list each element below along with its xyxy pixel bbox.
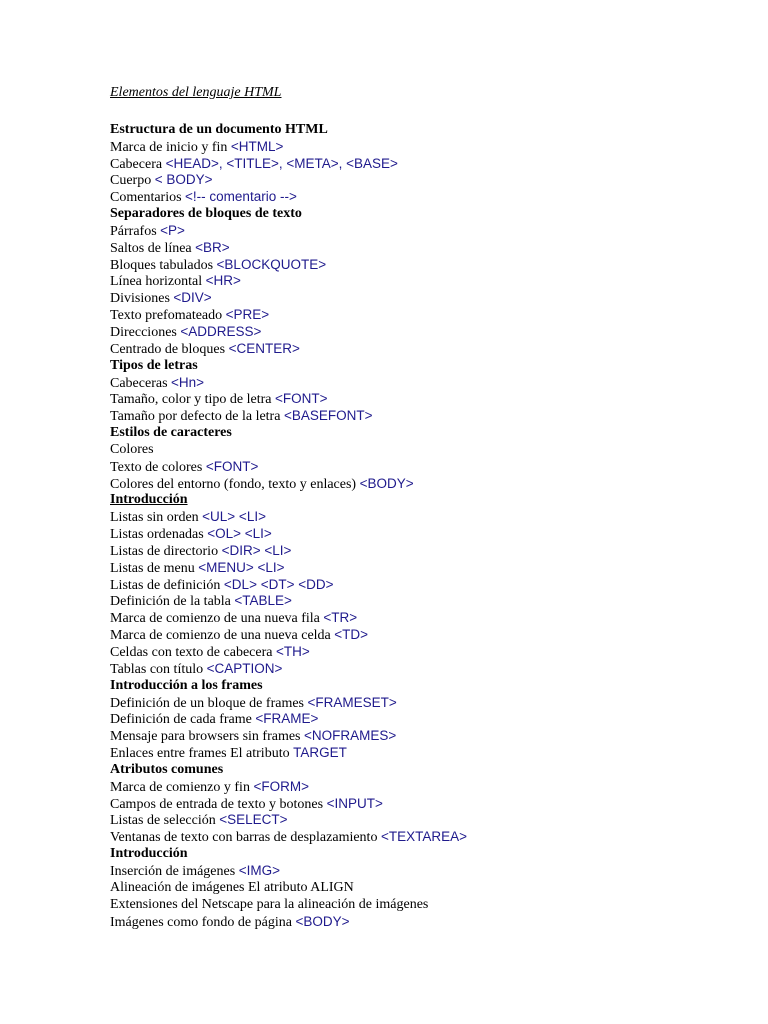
list-item bbox=[110, 577, 750, 594]
list-item bbox=[110, 290, 750, 307]
item-description: Listas de definición bbox=[110, 577, 221, 593]
html-tag: <SELECT> bbox=[219, 812, 288, 828]
item-description: Definición de la tabla bbox=[110, 594, 231, 610]
list-item bbox=[110, 257, 750, 274]
list-item bbox=[110, 307, 750, 324]
section-heading: Tipos de letras bbox=[110, 357, 198, 373]
html-tag: <HEAD>, <TITLE>, <META>, <BASE> bbox=[165, 155, 398, 171]
html-tag: <BODY> bbox=[359, 475, 414, 491]
list-item bbox=[110, 745, 750, 762]
document-page bbox=[110, 85, 750, 930]
document-title: Elementos del lenguaje HTML bbox=[110, 85, 282, 100]
html-tag: <BR> bbox=[195, 239, 230, 255]
list-item bbox=[110, 695, 750, 712]
list-item bbox=[110, 661, 750, 678]
list-item bbox=[110, 610, 750, 627]
item-description: Listas de selección bbox=[110, 813, 216, 829]
html-tag: <TABLE> bbox=[234, 593, 292, 609]
section-heading: Atributos comunes bbox=[110, 761, 224, 777]
list-item bbox=[110, 223, 750, 240]
list-item bbox=[110, 240, 750, 257]
list-item bbox=[110, 812, 750, 829]
item-description: Colores bbox=[110, 441, 154, 457]
list-item bbox=[110, 459, 750, 476]
item-description: Tablas con título bbox=[110, 661, 204, 677]
list-item bbox=[110, 779, 750, 796]
item-description: Párrafos bbox=[110, 223, 157, 239]
list-item bbox=[110, 273, 750, 290]
section-heading: Separadores de bloques de texto bbox=[110, 206, 302, 222]
html-tag: <BODY> bbox=[295, 913, 350, 929]
html-tag: <FORM> bbox=[253, 778, 309, 794]
item-description: Listas de directorio bbox=[110, 543, 219, 559]
item-description: Alineación de imágenes El atributo ALIGN bbox=[110, 879, 354, 895]
item-description: Texto de colores bbox=[110, 459, 203, 475]
html-tag: <Hn> bbox=[171, 374, 205, 390]
html-tag: <CENTER> bbox=[228, 340, 300, 356]
item-description: Colores del entorno (fondo, texto y enlaces) bbox=[110, 476, 357, 492]
list-item bbox=[110, 914, 750, 931]
list-item bbox=[110, 509, 750, 526]
item-description: Tamaño, color y tipo de letra bbox=[110, 392, 272, 408]
item-description: Texto prefomateado bbox=[110, 308, 223, 324]
item-description: Campos de entrada de texto y botones bbox=[110, 796, 324, 812]
html-tag: <!-- comentario --> bbox=[185, 189, 297, 205]
html-tag: < BODY> bbox=[154, 172, 213, 188]
item-description: Tamaño por defecto de la letra bbox=[110, 409, 281, 425]
html-tag: <TD> bbox=[334, 627, 369, 643]
list-item bbox=[110, 391, 750, 408]
item-description: Marca de comienzo y fin bbox=[110, 779, 250, 795]
list-item bbox=[110, 139, 750, 156]
item-description: Cabecera bbox=[110, 156, 163, 172]
item-description: Comentarios bbox=[110, 190, 182, 206]
html-tag: <UL> <LI> bbox=[202, 509, 266, 525]
html-tag: <DL> <DT> <DD> bbox=[223, 576, 334, 592]
html-tag: <BLOCKQUOTE> bbox=[216, 256, 327, 272]
html-tag: <BASEFONT> bbox=[283, 408, 373, 424]
html-tag: <MENU> <LI> bbox=[198, 559, 285, 575]
item-description: Enlaces entre frames El atributo bbox=[110, 746, 290, 762]
item-description: Definición de cada frame bbox=[110, 712, 252, 728]
html-tag: <NOFRAMES> bbox=[304, 728, 397, 744]
html-tag: <TH> bbox=[275, 644, 310, 659]
html-tag: <PRE> bbox=[225, 307, 270, 323]
item-description: Imágenes como fondo de página bbox=[110, 914, 292, 930]
list-item bbox=[110, 341, 750, 358]
item-description: Extensiones del Netscape para la alineación de imágenes bbox=[110, 896, 429, 912]
section-heading: Introducción bbox=[110, 492, 188, 508]
html-tag: <FONT> bbox=[205, 458, 259, 474]
html-tag: <FONT> bbox=[275, 391, 328, 407]
html-tag: <TEXTAREA> bbox=[380, 829, 467, 845]
html-tag: TARGET bbox=[293, 745, 347, 761]
item-description: Marca de inicio y fin bbox=[110, 139, 228, 155]
item-description: Divisiones bbox=[110, 291, 170, 307]
item-description: Direcciones bbox=[110, 324, 177, 340]
html-tag: <HTML> bbox=[230, 138, 284, 154]
item-description: Línea horizontal bbox=[110, 274, 203, 290]
item-description: Bloques tabulados bbox=[110, 257, 214, 273]
list-item bbox=[110, 880, 750, 897]
html-tag: <OL> <LI> bbox=[207, 526, 272, 542]
html-tag: <DIV> bbox=[173, 290, 212, 306]
list-item bbox=[110, 156, 750, 173]
list-item bbox=[110, 560, 750, 577]
list-item bbox=[110, 526, 750, 543]
html-tag: <IMG> bbox=[238, 862, 280, 878]
item-description: Definición de un bloque de frames bbox=[110, 695, 304, 711]
item-description: Cuerpo bbox=[110, 173, 152, 189]
list-item bbox=[110, 796, 750, 813]
html-tag: <TR> bbox=[323, 610, 358, 626]
item-description: Inserción de imágenes bbox=[110, 863, 236, 879]
item-description: Saltos de línea bbox=[110, 240, 192, 256]
list-item bbox=[110, 324, 750, 341]
list-item bbox=[110, 172, 750, 189]
section-heading: Estructura de un documento HTML bbox=[110, 121, 328, 137]
list-item bbox=[110, 476, 750, 493]
list-item bbox=[110, 728, 750, 745]
list-item bbox=[110, 375, 750, 392]
html-tag: <CAPTION> bbox=[206, 660, 283, 676]
list-item bbox=[110, 189, 750, 206]
list-item bbox=[110, 543, 750, 560]
html-tag: <ADDRESS> bbox=[180, 323, 262, 339]
item-description: Centrado de bloques bbox=[110, 341, 226, 357]
item-description: Mensaje para browsers sin frames bbox=[110, 729, 301, 745]
document-body bbox=[110, 122, 750, 931]
item-description: Ventanas de texto con barras de desplazamiento bbox=[110, 830, 378, 846]
list-item bbox=[110, 711, 750, 728]
html-tag: <P> bbox=[160, 222, 185, 238]
section-heading: Introducción bbox=[110, 846, 188, 862]
item-description: Marca de comienzo de una nueva fila bbox=[110, 611, 320, 627]
list-item bbox=[110, 408, 750, 425]
html-tag: <FRAME> bbox=[255, 711, 319, 727]
html-tag: <INPUT> bbox=[326, 795, 383, 811]
html-tag: <DIR> <LI> bbox=[221, 542, 292, 558]
item-description: Listas sin orden bbox=[110, 510, 199, 526]
item-description: Listas ordenadas bbox=[110, 527, 204, 543]
list-item bbox=[110, 627, 750, 644]
item-description: Marca de comienzo de una nueva celda bbox=[110, 628, 331, 644]
list-item bbox=[110, 863, 750, 880]
html-tag: <FRAMESET> bbox=[307, 694, 397, 710]
list-item bbox=[110, 442, 750, 459]
list-item bbox=[110, 593, 750, 610]
html-tag: <HR> bbox=[205, 273, 241, 289]
list-item bbox=[110, 829, 750, 846]
item-description: Cabeceras bbox=[110, 375, 168, 391]
section-heading: Introducción a los frames bbox=[110, 677, 263, 693]
item-description: Listas de menu bbox=[110, 560, 195, 576]
title-spacer bbox=[110, 102, 750, 122]
list-item bbox=[110, 897, 750, 914]
section-heading: Estilos de caracteres bbox=[110, 425, 232, 441]
list-item bbox=[110, 644, 750, 661]
item-description: Celdas con texto de cabecera bbox=[110, 645, 273, 660]
